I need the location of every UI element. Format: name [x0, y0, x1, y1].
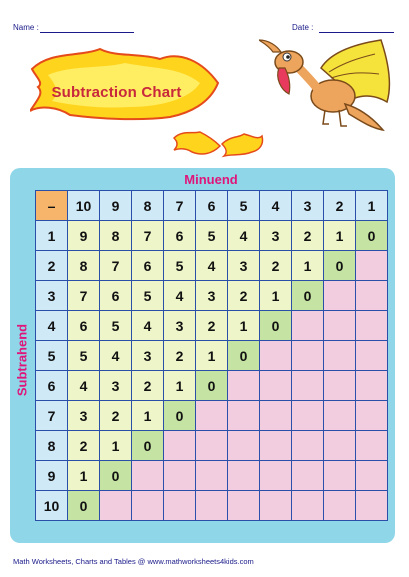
zero-cell: 0 [132, 431, 164, 461]
empty-cell [324, 281, 356, 311]
empty-cell [292, 311, 324, 341]
difference-cell: 1 [260, 281, 292, 311]
difference-cell: 7 [100, 251, 132, 281]
difference-cell: 3 [228, 251, 260, 281]
empty-cell [228, 431, 260, 461]
difference-cell: 9 [68, 221, 100, 251]
difference-cell: 4 [132, 311, 164, 341]
grid-row [36, 251, 388, 281]
date-field[interactable] [319, 32, 394, 33]
empty-cell [228, 461, 260, 491]
difference-cell: 6 [132, 251, 164, 281]
empty-cell [292, 461, 324, 491]
difference-cell: 2 [196, 311, 228, 341]
empty-cell [100, 491, 132, 521]
difference-cell: 4 [68, 371, 100, 401]
difference-cell: 1 [68, 461, 100, 491]
minuend-header-cell: 5 [228, 191, 260, 221]
subtrahend-header-cell: 10 [36, 491, 68, 521]
empty-cell [260, 371, 292, 401]
name-field[interactable] [40, 32, 134, 33]
difference-cell: 5 [132, 281, 164, 311]
empty-cell [324, 431, 356, 461]
empty-cell [164, 491, 196, 521]
empty-cell [324, 401, 356, 431]
difference-cell: 7 [132, 221, 164, 251]
zero-cell: 0 [100, 461, 132, 491]
zero-cell: 0 [164, 401, 196, 431]
empty-cell [356, 431, 388, 461]
difference-cell: 5 [164, 251, 196, 281]
difference-cell: 5 [100, 311, 132, 341]
minuend-label: Minuend [184, 172, 238, 187]
minuend-header-cell: 2 [324, 191, 356, 221]
minuend-header-cell: 4 [260, 191, 292, 221]
difference-cell: 6 [164, 221, 196, 251]
difference-cell: 1 [292, 251, 324, 281]
grid-header-row [36, 191, 388, 221]
empty-cell [164, 461, 196, 491]
minuend-header-cell: 3 [292, 191, 324, 221]
empty-cell [260, 461, 292, 491]
subtrahend-header-cell: 6 [36, 371, 68, 401]
empty-cell [356, 251, 388, 281]
difference-cell: 2 [164, 341, 196, 371]
empty-cell [228, 491, 260, 521]
empty-cell [196, 401, 228, 431]
name-label: Name : [13, 23, 39, 32]
subtrahend-header-cell: 3 [36, 281, 68, 311]
difference-cell: 4 [228, 221, 260, 251]
difference-cell: 1 [164, 371, 196, 401]
empty-cell [292, 341, 324, 371]
empty-cell [356, 281, 388, 311]
grid-row [36, 461, 388, 491]
empty-cell [292, 431, 324, 461]
subtrahend-header-cell: 1 [36, 221, 68, 251]
minuend-header-cell: 8 [132, 191, 164, 221]
empty-cell [356, 491, 388, 521]
difference-cell: 6 [68, 311, 100, 341]
subtraction-grid [35, 190, 388, 521]
empty-cell [260, 341, 292, 371]
empty-cell [132, 491, 164, 521]
difference-cell: 2 [228, 281, 260, 311]
difference-cell: 4 [196, 251, 228, 281]
empty-cell [260, 401, 292, 431]
empty-cell [260, 491, 292, 521]
footer-text: Math Worksheets, Charts and Tables @ www.mathworksheets4kids.com [13, 557, 254, 566]
difference-cell: 2 [68, 431, 100, 461]
grid-row [36, 221, 388, 251]
empty-cell [324, 371, 356, 401]
subtrahend-header-cell: 4 [36, 311, 68, 341]
zero-cell: 0 [196, 371, 228, 401]
empty-cell [324, 341, 356, 371]
difference-cell: 8 [68, 251, 100, 281]
empty-cell [324, 311, 356, 341]
difference-cell: 1 [100, 431, 132, 461]
grid-row [36, 491, 388, 521]
grid-row [36, 431, 388, 461]
zero-cell: 0 [228, 341, 260, 371]
empty-cell [292, 371, 324, 401]
empty-cell [292, 401, 324, 431]
empty-cell [356, 311, 388, 341]
empty-cell [292, 491, 324, 521]
minuend-header-cell: 9 [100, 191, 132, 221]
minuend-header-cell: 6 [196, 191, 228, 221]
minuend-header-cell: 10 [68, 191, 100, 221]
date-label: Date : [292, 23, 314, 32]
empty-cell [196, 491, 228, 521]
difference-cell: 5 [196, 221, 228, 251]
zero-cell: 0 [68, 491, 100, 521]
difference-cell: 3 [196, 281, 228, 311]
grid-row [36, 371, 388, 401]
difference-cell: 4 [100, 341, 132, 371]
difference-cell: 2 [260, 251, 292, 281]
difference-cell: 3 [132, 341, 164, 371]
subtrahend-header-cell: 8 [36, 431, 68, 461]
difference-cell: 7 [68, 281, 100, 311]
subtrahend-header-cell: 5 [36, 341, 68, 371]
chart-title: Subtraction Chart [51, 84, 182, 101]
difference-cell: 2 [132, 371, 164, 401]
grid-row [36, 281, 388, 311]
empty-cell [228, 401, 260, 431]
difference-cell: 6 [100, 281, 132, 311]
zero-cell: 0 [260, 311, 292, 341]
empty-cell [356, 461, 388, 491]
empty-cell [324, 491, 356, 521]
empty-cell [356, 341, 388, 371]
corner-minus-cell: – [36, 191, 68, 221]
difference-cell: 2 [292, 221, 324, 251]
fire-breath-icon [172, 126, 270, 160]
minuend-header-cell: 1 [356, 191, 388, 221]
grid-row [36, 341, 388, 371]
difference-cell: 1 [196, 341, 228, 371]
difference-cell: 1 [324, 221, 356, 251]
minuend-header-cell: 7 [164, 191, 196, 221]
difference-cell: 8 [100, 221, 132, 251]
empty-cell [164, 431, 196, 461]
zero-cell: 0 [356, 221, 388, 251]
difference-cell: 3 [164, 311, 196, 341]
difference-cell: 5 [68, 341, 100, 371]
empty-cell [196, 461, 228, 491]
empty-cell [356, 371, 388, 401]
difference-cell: 1 [132, 401, 164, 431]
subtrahend-header-cell: 7 [36, 401, 68, 431]
grid-row [36, 311, 388, 341]
empty-cell [260, 431, 292, 461]
difference-cell: 3 [260, 221, 292, 251]
empty-cell [132, 461, 164, 491]
empty-cell [196, 431, 228, 461]
grid-row [36, 401, 388, 431]
empty-cell [356, 401, 388, 431]
zero-cell: 0 [324, 251, 356, 281]
subtrahend-label: Subtrahend [14, 323, 30, 397]
empty-cell [228, 371, 260, 401]
difference-cell: 2 [100, 401, 132, 431]
subtrahend-header-cell: 2 [36, 251, 68, 281]
subtrahend-header-cell: 9 [36, 461, 68, 491]
empty-cell [324, 461, 356, 491]
difference-cell: 4 [164, 281, 196, 311]
difference-cell: 1 [228, 311, 260, 341]
difference-cell: 3 [68, 401, 100, 431]
difference-cell: 3 [100, 371, 132, 401]
subtrahend-label-wrap [14, 300, 30, 420]
zero-cell: 0 [292, 281, 324, 311]
dragon-illustration-icon [259, 38, 399, 138]
